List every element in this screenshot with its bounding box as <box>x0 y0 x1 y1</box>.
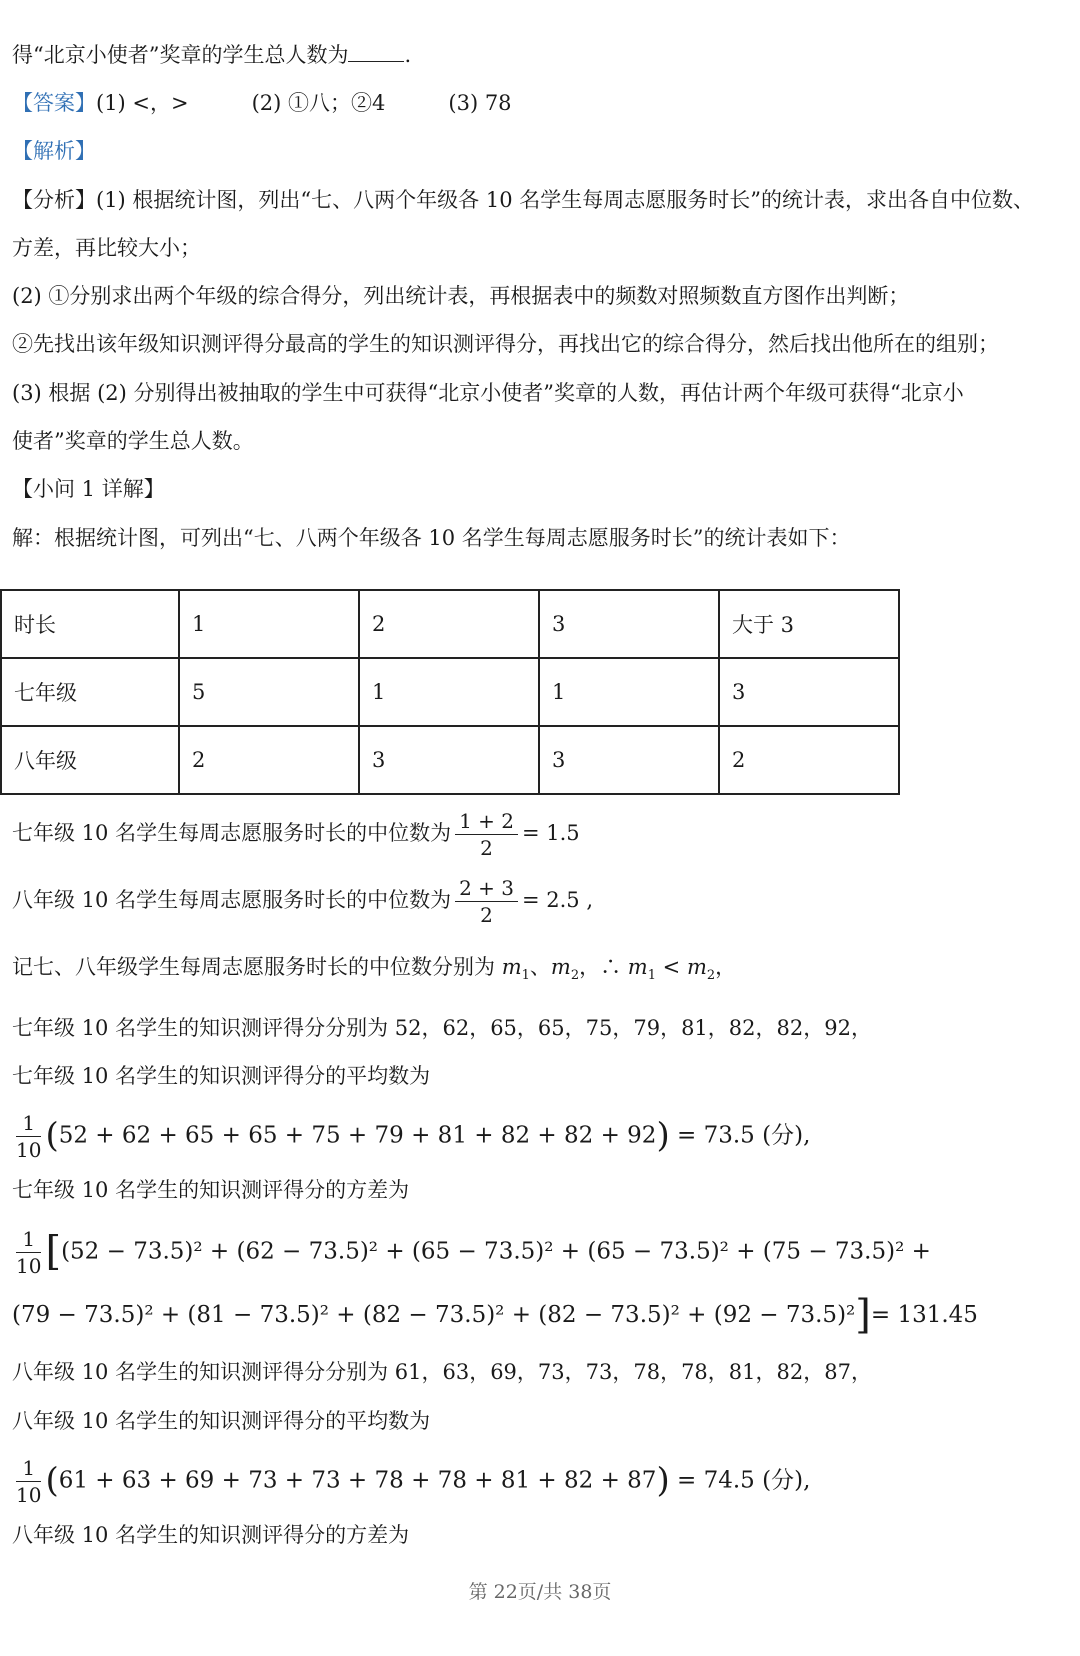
solution-intro: 解：根据统计图，可列出“七、八两个年级各 10 名学生每周志愿服务时长”的统计表如下： <box>12 526 851 550</box>
analysis-line-3: (2) ①分别求出两个年级的综合得分，列出统计表，再根据表中的频数对照频数直方图作出判断； <box>12 284 910 308</box>
text: ，∴ <box>579 955 622 979</box>
median-8 <box>12 875 593 928</box>
table-cell: 2 <box>359 590 539 658</box>
expr: (79 − 73.5)² + (81 − 73.5)² + (82 − 73.5)² + (82 − 73.5)² + (92 − 73.5)² <box>12 1302 856 1328</box>
sub: 1 <box>521 968 530 984</box>
expr: 52 + 62 + 65 + 65 + 75 + 79 + 81 + 82 + 82 + 92 <box>58 1122 657 1149</box>
analysis-line-2: 方差，再比较大小； <box>12 236 201 260</box>
bracket: ] <box>855 1292 871 1338</box>
text: = 1.5 <box>522 821 580 845</box>
numerator: 1 <box>16 1455 41 1482</box>
table-cell: 1 <box>539 658 719 726</box>
stat-table <box>0 589 900 795</box>
var: m <box>501 955 522 979</box>
sub: 1 <box>647 968 656 984</box>
var: m <box>686 955 707 979</box>
text: < <box>655 955 687 979</box>
var: m <box>550 955 571 979</box>
text: = 73.5 (分), <box>677 1122 811 1149</box>
text: 八年级 10 名学生每周志愿服务时长的中位数为 <box>12 888 452 912</box>
fraction <box>16 1455 41 1508</box>
mean-7-formula <box>12 1110 810 1163</box>
var-7-formula-2 <box>12 1292 978 1338</box>
analysis-line-4: ②先找出该年级知识测评得分最高的学生的知识测评得分，再找出它的综合得分，然后找出他所在的组别； <box>12 332 999 356</box>
numerator: 1 <box>16 1226 41 1253</box>
paren: ( <box>45 1115 59 1156</box>
bracket: [ <box>45 1228 62 1275</box>
var-8-title: 八年级 10 名学生的知识测评得分的方差为 <box>12 1523 410 1547</box>
table-header-row <box>1 590 899 658</box>
denominator: 10 <box>16 1483 42 1507</box>
table-row <box>1 658 899 726</box>
text: ， <box>715 955 737 979</box>
text: = 131.45 <box>870 1302 978 1328</box>
text: 七年级 10 名学生每周志愿服务时长的中位数为 <box>12 821 452 845</box>
mean-8-title: 八年级 10 名学生的知识测评得分的平均数为 <box>12 1409 431 1433</box>
mean-7-title: 七年级 10 名学生的知识测评得分的平均数为 <box>12 1064 431 1088</box>
table-cell: 2 <box>719 726 899 794</box>
page-footer: 第 22页/共 38页 <box>468 1581 612 1603</box>
jiexi-tag: 【解析】 <box>12 139 96 163</box>
text: = 74.5 (分), <box>677 1467 811 1494</box>
numerator: 1 <box>16 1110 41 1137</box>
subquestion-tag: 【小问 1 详解】 <box>12 477 165 501</box>
analysis-line-6: 使者”奖章的学生总人数。 <box>12 429 254 453</box>
analysis-line-1: 【分析】(1) 根据统计图，列出“七、八两个年级各 10 名学生每周志愿服务时长”的统计表，求出各自中位数、 <box>12 188 1034 212</box>
fraction <box>455 875 518 928</box>
answer-body: (1) <，> (2) ①八；②4 (3) 78 <box>96 91 512 115</box>
paren: ( <box>45 1460 59 1501</box>
denominator: 10 <box>16 1254 42 1278</box>
scores-7: 七年级 10 名学生的知识测评得分分别为 52，62，65，65，75，79，81，82，82，92， <box>12 1016 872 1040</box>
scores-8: 八年级 10 名学生的知识测评得分分别为 61，63，69，73，73，78，78，81，82，87， <box>12 1360 872 1384</box>
fraction <box>16 1110 41 1163</box>
var: m <box>627 955 648 979</box>
answer-tag: 【答案】 <box>12 91 96 115</box>
table-cell: 八年级 <box>1 726 179 794</box>
sub: 2 <box>570 968 580 984</box>
text: = 2.5 , <box>522 888 594 912</box>
answer-line <box>12 88 512 118</box>
expr: 61 + 63 + 69 + 73 + 73 + 78 + 78 + 81 + 82 + 87 <box>58 1467 657 1494</box>
expr: (52 − 73.5)² + (62 − 73.5)² + (65 − 73.5)² + (65 − 73.5)² + (75 − 73.5)² + <box>61 1238 931 1265</box>
fraction <box>16 1226 41 1279</box>
table-cell: 1 <box>359 658 539 726</box>
table-cell: 时长 <box>1 590 179 658</box>
table-cell: 1 <box>179 590 359 658</box>
median-note <box>12 952 736 991</box>
text: 记七、八年级学生每周志愿服务时长的中位数分别为 <box>12 955 495 979</box>
fraction <box>455 808 518 861</box>
denominator: 2 <box>480 903 493 927</box>
var-7-title: 七年级 10 名学生的知识测评得分的方差为 <box>12 1178 410 1202</box>
paren: ) <box>656 1460 670 1501</box>
table-cell: 5 <box>179 658 359 726</box>
text: 得“北京小使者”奖章的学生总人数为 <box>12 43 349 67</box>
mean-8-formula <box>12 1455 810 1508</box>
paren: ) <box>656 1115 670 1156</box>
text: . <box>404 43 412 67</box>
var-7-formula-1 <box>12 1226 931 1279</box>
table-cell: 3 <box>539 590 719 658</box>
median-7 <box>12 808 580 861</box>
sub: 2 <box>706 968 716 984</box>
table-cell: 3 <box>539 726 719 794</box>
table-cell: 大于 3 <box>719 590 899 658</box>
answer-blank <box>348 41 404 62</box>
denominator: 2 <box>480 836 493 860</box>
table-cell: 2 <box>179 726 359 794</box>
table-row <box>1 726 899 794</box>
analysis-line-5: (3) 根据 (2) 分别得出被抽取的学生中可获得“北京小使者”奖章的人数，再估计两个年级可获得“北京小 <box>12 381 964 405</box>
numerator: 1 + 2 <box>455 808 518 835</box>
text: 、 <box>529 955 551 979</box>
numerator: 2 + 3 <box>455 875 518 902</box>
text-line <box>12 40 411 70</box>
table-cell: 3 <box>719 658 899 726</box>
denominator: 10 <box>16 1138 42 1162</box>
table-cell: 3 <box>359 726 539 794</box>
table-cell: 七年级 <box>1 658 179 726</box>
